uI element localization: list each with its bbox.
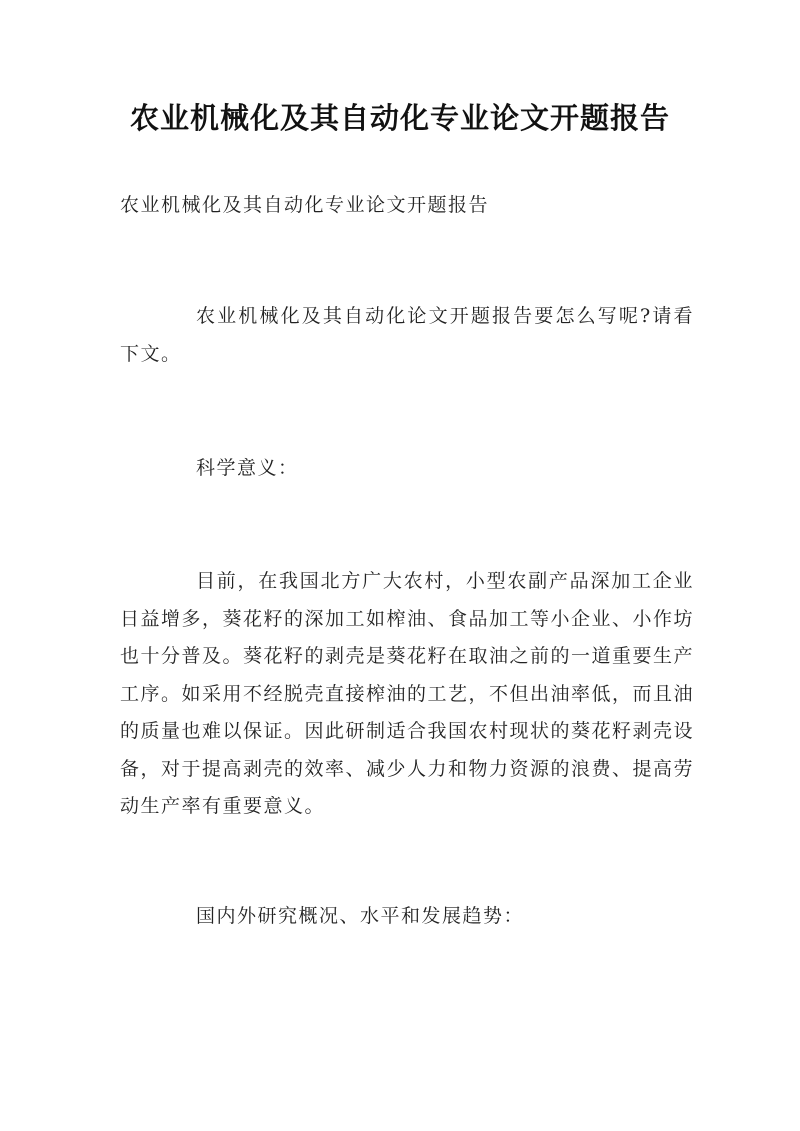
section-body-scientific-significance: 目前，在我国北方广大农村，小型农副产品深加工企业日益增多，葵花籽的深加工如榨油、食品加工等小企业、小作坊也十分普及。葵花籽的剥壳是葵花籽在取油之前的一道重要生产工序。如采用不经脱壳直接榨油的工艺，不但出油率低，而且油的质量也难以保证。因此研制适合我国农村现状的葵花籽剥壳设备，对于提高剥壳的效率、减少人力和物力资源的浪费、提高劳动生产率有重要意义。 [120, 570, 695, 817]
section-heading-scientific-significance: 科学意义： [196, 457, 299, 479]
section-heading-research-overview: 国内外研究概况、水平和发展趋势： [196, 905, 525, 927]
document-subtitle: 农业机械化及其自动化专业论文开题报告 [120, 194, 490, 216]
document-title: 农业机械化及其自动化专业论文开题报告 [129, 101, 670, 135]
intro-paragraph: 农业机械化及其自动化论文开题报告要怎么写呢?请看下文。 [120, 305, 694, 365]
